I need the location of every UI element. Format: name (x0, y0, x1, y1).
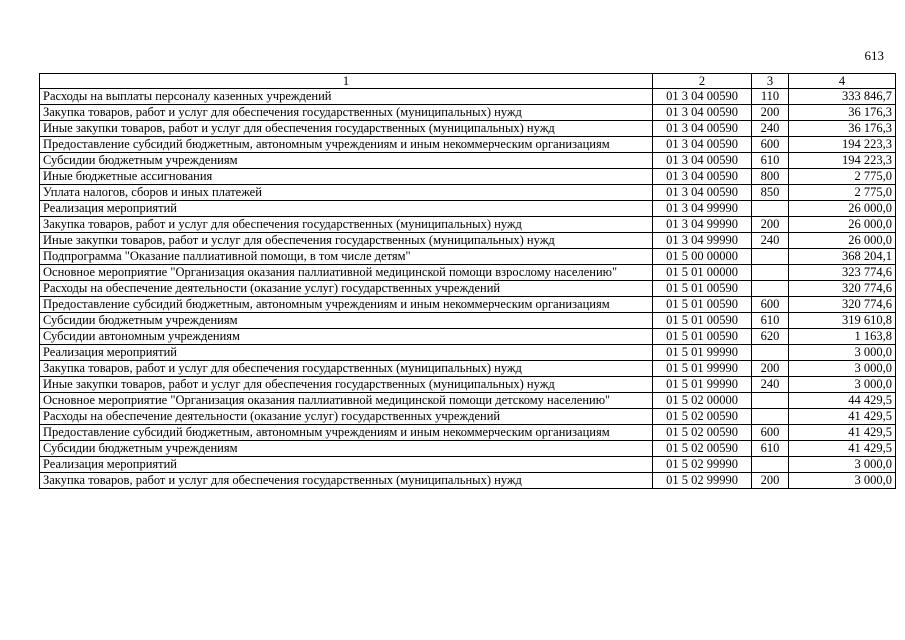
cell-amount: 36 176,3 (789, 121, 896, 137)
cell-code: 01 5 02 00000 (653, 393, 752, 409)
cell-expense-type: 240 (752, 233, 789, 249)
table-row (40, 313, 896, 329)
cell-name: Расходы на выплаты персоналу казенных учреждений (40, 89, 653, 105)
cell-name: Реализация мероприятий (40, 345, 653, 361)
cell-code: 01 3 04 00590 (653, 185, 752, 201)
page-number: 613 (864, 48, 884, 63)
cell-name: Расходы на обеспечение деятельности (оказание услуг) государственных учреждений (40, 409, 653, 425)
table-row (40, 329, 896, 345)
cell-code: 01 5 02 00590 (653, 409, 752, 425)
cell-amount: 323 774,6 (789, 265, 896, 281)
cell-name: Субсидии бюджетным учреждениям (40, 441, 653, 457)
cell-code: 01 3 04 99990 (653, 233, 752, 249)
table-row (40, 281, 896, 297)
cell-amount: 333 846,7 (789, 89, 896, 105)
cell-code: 01 5 02 99990 (653, 457, 752, 473)
cell-code: 01 3 04 00590 (653, 89, 752, 105)
cell-expense-type: 240 (752, 377, 789, 393)
cell-name: Иные закупки товаров, работ и услуг для обеспечения государственных (муниципальных) нужд (40, 233, 653, 249)
cell-name: Реализация мероприятий (40, 457, 653, 473)
cell-amount: 41 429,5 (789, 441, 896, 457)
header-col-4: 4 (789, 74, 896, 89)
table-row (40, 169, 896, 185)
cell-amount: 41 429,5 (789, 425, 896, 441)
cell-name: Иные бюджетные ассигнования (40, 169, 653, 185)
cell-amount: 26 000,0 (789, 217, 896, 233)
table-row (40, 409, 896, 425)
cell-expense-type (752, 281, 789, 297)
cell-code: 01 3 04 00590 (653, 169, 752, 185)
cell-code: 01 3 04 00590 (653, 121, 752, 137)
cell-expense-type (752, 345, 789, 361)
cell-code: 01 5 01 00000 (653, 265, 752, 281)
header-col-2: 2 (653, 74, 752, 89)
cell-code: 01 5 01 99990 (653, 377, 752, 393)
cell-code: 01 3 04 99990 (653, 201, 752, 217)
cell-amount: 2 775,0 (789, 185, 896, 201)
cell-code: 01 5 02 99990 (653, 473, 752, 489)
table-row (40, 377, 896, 393)
cell-amount: 3 000,0 (789, 345, 896, 361)
cell-code: 01 5 02 00590 (653, 441, 752, 457)
cell-expense-type: 610 (752, 441, 789, 457)
header-col-3: 3 (752, 74, 789, 89)
table-row (40, 121, 896, 137)
table-row (40, 473, 896, 489)
cell-code: 01 5 01 00590 (653, 297, 752, 313)
table-header-row (40, 74, 896, 89)
cell-code: 01 3 04 00590 (653, 137, 752, 153)
cell-expense-type (752, 457, 789, 473)
cell-expense-type: 620 (752, 329, 789, 345)
cell-name: Закупка товаров, работ и услуг для обеспечения государственных (муниципальных) нужд (40, 361, 653, 377)
table-row (40, 457, 896, 473)
cell-expense-type (752, 249, 789, 265)
cell-expense-type (752, 393, 789, 409)
cell-code: 01 5 00 00000 (653, 249, 752, 265)
cell-expense-type (752, 201, 789, 217)
cell-name: Предоставление субсидий бюджетным, автономным учреждениям и иным некоммерческим организациям (40, 297, 653, 313)
cell-expense-type: 110 (752, 89, 789, 105)
cell-expense-type: 600 (752, 425, 789, 441)
cell-expense-type: 610 (752, 313, 789, 329)
table-row (40, 201, 896, 217)
cell-amount: 26 000,0 (789, 201, 896, 217)
cell-code: 01 3 04 00590 (653, 153, 752, 169)
cell-name: Предоставление субсидий бюджетным, автономным учреждениям и иным некоммерческим организациям (40, 425, 653, 441)
cell-expense-type: 800 (752, 169, 789, 185)
table-row (40, 217, 896, 233)
cell-expense-type: 200 (752, 361, 789, 377)
header-col-1: 1 (40, 74, 653, 89)
cell-expense-type: 240 (752, 121, 789, 137)
cell-amount: 36 176,3 (789, 105, 896, 121)
cell-expense-type: 610 (752, 153, 789, 169)
cell-code: 01 5 01 99990 (653, 361, 752, 377)
cell-name: Предоставление субсидий бюджетным, автономным учреждениям и иным некоммерческим организациям (40, 137, 653, 153)
table-row (40, 233, 896, 249)
cell-name: Субсидии бюджетным учреждениям (40, 153, 653, 169)
cell-name: Субсидии бюджетным учреждениям (40, 313, 653, 329)
cell-code: 01 5 02 00590 (653, 425, 752, 441)
cell-amount: 3 000,0 (789, 377, 896, 393)
cell-amount: 368 204,1 (789, 249, 896, 265)
cell-code: 01 3 04 99990 (653, 217, 752, 233)
cell-expense-type: 200 (752, 217, 789, 233)
cell-amount: 320 774,6 (789, 297, 896, 313)
cell-name: Закупка товаров, работ и услуг для обеспечения государственных (муниципальных) нужд (40, 473, 653, 489)
cell-expense-type: 600 (752, 297, 789, 313)
table-row (40, 345, 896, 361)
cell-code: 01 5 01 00590 (653, 313, 752, 329)
cell-expense-type (752, 409, 789, 425)
cell-amount: 44 429,5 (789, 393, 896, 409)
cell-name: Основное мероприятие "Организация оказания паллиативной медицинской помощи детскому населению" (40, 393, 653, 409)
cell-name: Реализация мероприятий (40, 201, 653, 217)
cell-expense-type (752, 265, 789, 281)
cell-name: Закупка товаров, работ и услуг для обеспечения государственных (муниципальных) нужд (40, 105, 653, 121)
cell-expense-type: 200 (752, 473, 789, 489)
cell-code: 01 3 04 00590 (653, 105, 752, 121)
cell-expense-type: 200 (752, 105, 789, 121)
budget-table (39, 73, 896, 489)
cell-amount: 41 429,5 (789, 409, 896, 425)
cell-amount: 319 610,8 (789, 313, 896, 329)
cell-name: Уплата налогов, сборов и иных платежей (40, 185, 653, 201)
table-row (40, 249, 896, 265)
table-row (40, 297, 896, 313)
table-row (40, 425, 896, 441)
cell-code: 01 5 01 00590 (653, 281, 752, 297)
table-row (40, 185, 896, 201)
cell-amount: 1 163,8 (789, 329, 896, 345)
cell-expense-type: 600 (752, 137, 789, 153)
cell-code: 01 5 01 00590 (653, 329, 752, 345)
table-row (40, 153, 896, 169)
table-row (40, 393, 896, 409)
table-row (40, 361, 896, 377)
table-row (40, 105, 896, 121)
cell-name: Иные закупки товаров, работ и услуг для обеспечения государственных (муниципальных) нужд (40, 121, 653, 137)
cell-name: Субсидии автономным учреждениям (40, 329, 653, 345)
cell-expense-type: 850 (752, 185, 789, 201)
cell-amount: 194 223,3 (789, 153, 896, 169)
cell-amount: 194 223,3 (789, 137, 896, 153)
table-row (40, 441, 896, 457)
cell-name: Основное мероприятие "Организация оказания паллиативной медицинской помощи взрослому населению" (40, 265, 653, 281)
cell-amount: 26 000,0 (789, 233, 896, 249)
cell-amount: 3 000,0 (789, 361, 896, 377)
cell-amount: 2 775,0 (789, 169, 896, 185)
table-row (40, 89, 896, 105)
cell-amount: 3 000,0 (789, 457, 896, 473)
cell-name: Закупка товаров, работ и услуг для обеспечения государственных (муниципальных) нужд (40, 217, 653, 233)
cell-name: Подпрограмма "Оказание паллиативной помощи, в том числе детям" (40, 249, 653, 265)
cell-name: Иные закупки товаров, работ и услуг для обеспечения государственных (муниципальных) нужд (40, 377, 653, 393)
table-row (40, 137, 896, 153)
cell-amount: 320 774,6 (789, 281, 896, 297)
cell-name: Расходы на обеспечение деятельности (оказание услуг) государственных учреждений (40, 281, 653, 297)
budget-table-body (40, 74, 896, 489)
cell-code: 01 5 01 99990 (653, 345, 752, 361)
table-row (40, 265, 896, 281)
cell-amount: 3 000,0 (789, 473, 896, 489)
